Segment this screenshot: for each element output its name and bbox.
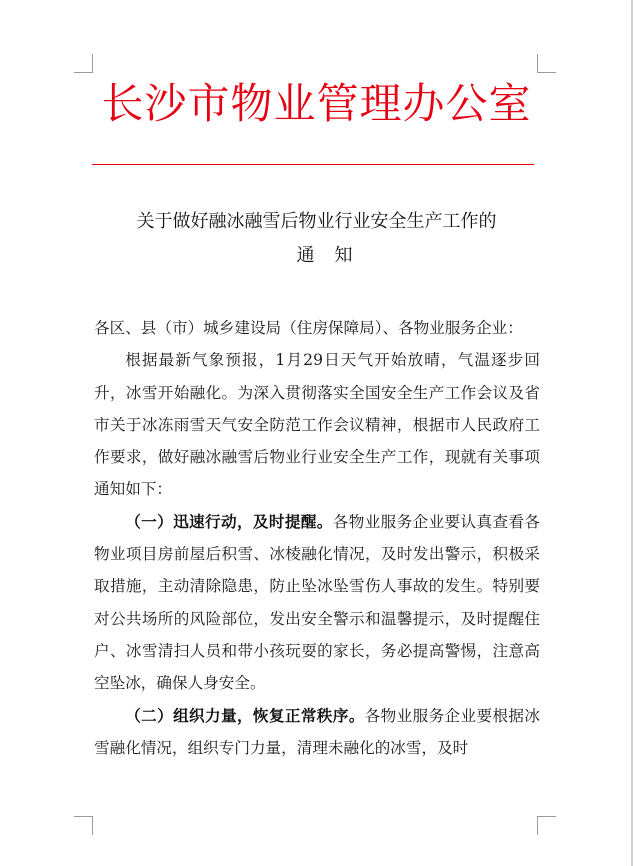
crop-mark-top-right bbox=[537, 54, 556, 73]
section-2-heading: （二）组织力量，恢复正常秩序。 bbox=[125, 706, 365, 725]
crop-mark-top-left bbox=[74, 54, 93, 73]
section-1-paragraph bbox=[94, 506, 540, 700]
document-title-line-1: 关于做好融冰融雪后物业行业安全生产工作的 bbox=[136, 211, 497, 232]
crop-mark-bottom-left bbox=[74, 816, 93, 835]
crop-mark-bottom-right bbox=[537, 816, 556, 835]
addressee-paragraph: 各区、县（市）城乡建设局（住房保障局）、各物业服务企业： bbox=[94, 319, 523, 337]
document-body bbox=[94, 312, 540, 764]
section-2-text: 各物业服务企业要根据冰雪融化情况，组织专门力量，清理未融化的冰雪，及时 bbox=[94, 706, 540, 757]
section-1-text: 各物业服务企业要认真查看各物业项目房前屋后积雪、冰棱融化情况，及时发出警示，积极采取措施，主动清除隐患，防止坠冰坠雪伤人事故的发生。特别要对公共场所的风险部位，发出安全警示和温馨提示，及时提醒住户、冰雪清扫人员和带小孩玩耍的家长，务必提高警惕，注意高空坠冰，确保人身安全。 bbox=[94, 512, 540, 693]
intro-paragraph: 根据最新气象预报，1月29日天气开始放晴，气温逐步回升，冰雪开始融化。为深入贯彻落实全国安全生产工作会议及省市关于冰冻雨雪天气安全防范工作会议精神，根据市人民政府工作要求，做好融冰融雪后物业行业安全生产工作，现就有关事项通知如下： bbox=[94, 351, 540, 499]
section-2-paragraph bbox=[94, 700, 540, 765]
red-header-rule bbox=[92, 164, 534, 165]
issuing-organization-header: 长沙市物业管理办公室 bbox=[101, 79, 532, 128]
document-title-line-2: 通知 bbox=[296, 245, 373, 266]
section-1-heading: （一）迅速行动，及时提醒。 bbox=[125, 512, 333, 531]
